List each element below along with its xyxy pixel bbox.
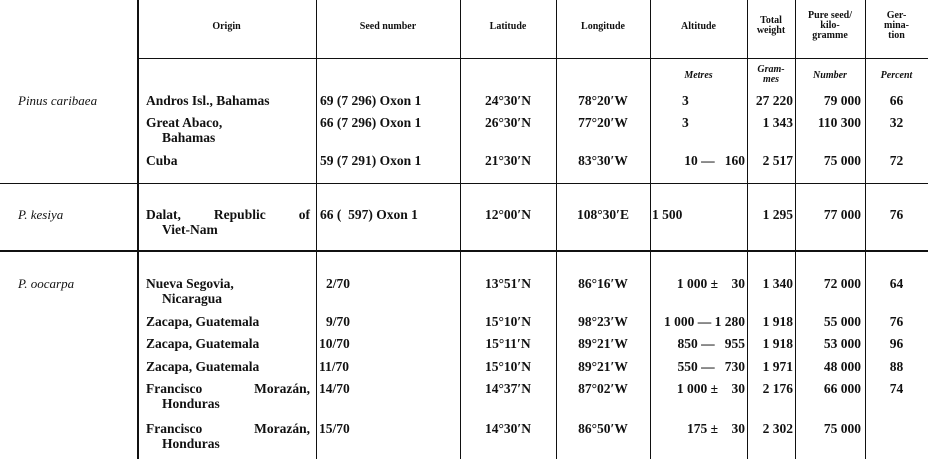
longitude-cell: 98°23′W xyxy=(578,314,628,329)
seed-number-cell: 9/70 xyxy=(326,314,351,329)
longitude-cell: 89°21′W xyxy=(578,336,628,351)
germination-cell: 88 xyxy=(889,359,904,374)
total-weight-cell: 1 918 xyxy=(762,336,793,351)
total-weight-cell: 27 220 xyxy=(755,93,793,108)
latitude-cell: 26°30′N xyxy=(485,115,531,130)
origin-cell: Nueva Segovia, Nicaragua xyxy=(146,276,234,306)
group-separator-2 xyxy=(0,250,928,252)
total-weight-cell: 1 295 xyxy=(762,207,793,222)
seed-number-cell: 69 (7 296) Oxon 1 xyxy=(320,93,422,108)
longitude-cell: 108°30′E xyxy=(577,207,629,222)
species-label: Pinus caribaea xyxy=(18,93,98,108)
germination-cell: 64 xyxy=(889,276,904,291)
germination-cell: 72 xyxy=(889,153,904,168)
altitude-cell: 850 — 955 xyxy=(677,336,745,351)
total-weight-cell: 1 343 xyxy=(762,115,793,130)
origin-cell: Francisco Morazán, Honduras xyxy=(146,381,310,411)
altitude-cell: 550 — 730 xyxy=(677,359,745,374)
header-origin: Origin xyxy=(212,21,241,32)
origin-cell: Zacapa, Guatemala xyxy=(146,314,260,329)
altitude-cell: 10 — 160 xyxy=(684,153,745,168)
unit-total-weight: Gram- mes xyxy=(757,64,785,85)
total-weight-cell: 1 340 xyxy=(762,276,793,291)
longitude-cell: 83°30′W xyxy=(578,153,628,168)
total-weight-cell: 2 517 xyxy=(762,153,793,168)
column-divider-species xyxy=(137,0,139,459)
germination-cell: 74 xyxy=(889,381,904,396)
header-altitude: Altitude xyxy=(681,21,716,32)
unit-altitude: Metres xyxy=(684,70,713,81)
altitude-cell: 1 000 — 1 280 xyxy=(664,314,745,329)
seed-number-cell: 14/70 xyxy=(319,381,350,396)
header-seed-number: Seed number xyxy=(359,21,417,32)
seed-number-cell: 11/70 xyxy=(319,359,350,374)
latitude-cell: 13°51′N xyxy=(485,276,531,291)
species-label: P. oocarpa xyxy=(18,276,75,291)
latitude-cell: 15°10′N xyxy=(485,359,531,374)
header-germination: Ger- mina- tion xyxy=(884,10,909,41)
seed-number-cell: 66 (7 296) Oxon 1 xyxy=(320,115,422,130)
altitude-cell: 175 ± 30 xyxy=(686,421,745,436)
pure-seed-cell: 72 000 xyxy=(823,276,861,291)
pure-seed-cell: 66 000 xyxy=(823,381,861,396)
unit-germination: Percent xyxy=(880,70,913,81)
altitude-cell: 1 000 ± 30 xyxy=(676,276,745,291)
longitude-cell: 89°21′W xyxy=(578,359,628,374)
pure-seed-cell: 77 000 xyxy=(823,207,861,222)
latitude-cell: 12°00′N xyxy=(485,207,531,222)
group-separator-1 xyxy=(0,183,928,184)
origin-cell: Andros Isl., Bahamas xyxy=(146,93,270,108)
latitude-cell: 21°30′N xyxy=(485,153,531,168)
header-longitude: Longitude xyxy=(581,21,625,32)
column-divider-origin xyxy=(316,0,317,459)
germination-cell: 76 xyxy=(889,207,904,222)
origin-cell: Zacapa, Guatemala xyxy=(146,359,260,374)
altitude-cell: 3 xyxy=(682,93,689,108)
longitude-cell: 86°50′W xyxy=(578,421,628,436)
header-latitude: Latitude xyxy=(489,21,527,32)
longitude-cell: 87°02′W xyxy=(578,381,628,396)
pure-seed-cell: 110 300 xyxy=(817,115,861,130)
pure-seed-cell: 75 000 xyxy=(823,153,861,168)
seed-number-cell: 66 ( 597) Oxon 1 xyxy=(320,207,418,222)
total-weight-cell: 1 971 xyxy=(762,359,793,374)
header-pure-seed: Pure seed/ kilo- gramme xyxy=(808,10,852,41)
pure-seed-cell: 55 000 xyxy=(823,314,861,329)
seed-number-cell: 15/70 xyxy=(319,421,350,436)
latitude-cell: 14°37′N xyxy=(485,381,531,396)
altitude-cell: 3 xyxy=(682,115,689,130)
longitude-cell: 78°20′W xyxy=(578,93,628,108)
origin-cell: Dalat, Republic of Viet-Nam xyxy=(146,207,310,237)
germination-cell: 66 xyxy=(889,93,904,108)
seed-number-cell: 59 (7 291) Oxon 1 xyxy=(320,153,422,168)
header-total-weight: Total weight xyxy=(756,15,786,36)
longitude-cell: 77°20′W xyxy=(578,115,628,130)
total-weight-cell: 2 176 xyxy=(762,381,793,396)
total-weight-cell: 2 302 xyxy=(762,421,793,436)
unit-pure-seed: Number xyxy=(813,70,847,81)
total-weight-cell: 1 918 xyxy=(762,314,793,329)
origin-cell: Francisco Morazán, Honduras xyxy=(146,421,310,451)
pure-seed-cell: 75 000 xyxy=(823,421,861,436)
altitude-cell: 1 500 xyxy=(652,207,683,222)
pure-seed-cell: 53 000 xyxy=(823,336,861,351)
origin-cell: Cuba xyxy=(146,153,178,168)
latitude-cell: 24°30′N xyxy=(485,93,531,108)
latitude-cell: 15°10′N xyxy=(485,314,531,329)
longitude-cell: 86°16′W xyxy=(578,276,628,291)
header-bottom-rule xyxy=(137,58,928,59)
germination-cell: 76 xyxy=(889,314,904,329)
germination-cell: 96 xyxy=(889,336,904,351)
latitude-cell: 15°11′N xyxy=(485,336,531,351)
species-label: P. kesiya xyxy=(18,207,64,222)
origin-cell: Zacapa, Guatemala xyxy=(146,336,260,351)
pure-seed-cell: 79 000 xyxy=(823,93,861,108)
origin-cell: Great Abaco, Bahamas xyxy=(146,115,223,145)
altitude-cell: 1 000 ± 30 xyxy=(676,381,745,396)
pure-seed-cell: 48 000 xyxy=(823,359,861,374)
germination-cell: 32 xyxy=(889,115,904,130)
latitude-cell: 14°30′N xyxy=(485,421,531,436)
seed-number-cell: 2/70 xyxy=(326,276,351,291)
seed-number-cell: 10/70 xyxy=(319,336,350,351)
